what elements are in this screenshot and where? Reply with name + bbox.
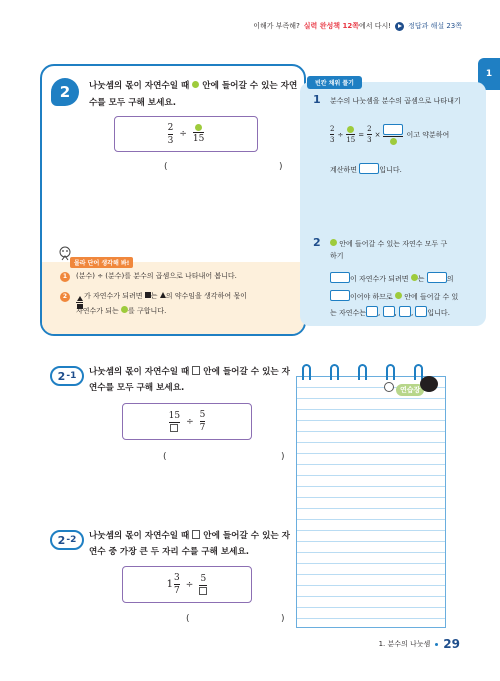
divide-sign: ÷	[179, 129, 187, 139]
green-dot-icon	[395, 292, 402, 299]
answer-paren-close: )	[281, 452, 285, 462]
problem-2-1-answer-area[interactable]	[172, 450, 276, 466]
step-1-tail: 이고 약분하여	[406, 130, 450, 139]
problem-2-2-answer-area[interactable]	[196, 612, 276, 628]
green-dot-icon	[411, 274, 418, 281]
blank-box[interactable]	[330, 272, 350, 283]
answer-paren-close: )	[281, 614, 285, 624]
blank-box[interactable]	[383, 124, 403, 135]
green-dot-icon	[195, 124, 202, 131]
blank-box[interactable]	[383, 306, 395, 317]
chapter-tab[interactable]: 1	[478, 58, 500, 90]
bird-icon	[384, 382, 394, 392]
page-footer	[379, 637, 460, 651]
guide-step-2-line-3: 는 자연수는 , , , 입니다.	[330, 306, 450, 319]
review-prefix: 이해가 부족해?	[253, 22, 300, 30]
guide-tag: 빈칸 채워 풀기	[307, 76, 362, 89]
fraction-15-box: 15	[169, 411, 180, 432]
fraction-dot-15: 15	[193, 124, 204, 144]
guide-step-1-text: 분수의 나눗셈을 분수의 곱셈으로 나타내기	[330, 97, 461, 105]
divide-sign: ÷	[186, 416, 194, 427]
green-dot-icon	[347, 126, 354, 133]
review-reference	[253, 21, 462, 31]
question-text-b: 안에 들어갈 수 있는 자연수를 모두 구해 보세요.	[89, 81, 298, 108]
answer-paren-open: (	[163, 452, 167, 462]
ring-icon	[302, 364, 311, 380]
fraction-5-box: 5	[199, 574, 207, 595]
answer-area[interactable]	[174, 160, 274, 176]
blank-box[interactable]	[399, 306, 411, 317]
ring-icon	[358, 364, 367, 380]
guide-step-1-number: 1	[313, 93, 321, 106]
guide-step-2-number: 2	[313, 236, 321, 249]
answer-paren-open: (	[186, 614, 190, 624]
hint-2-text-c: 의 약수임을 생각하여 몫이	[165, 292, 247, 300]
green-dot-icon	[390, 138, 397, 145]
hint-title: 몰라 단어 생각해 봐!	[70, 257, 133, 268]
blank-box[interactable]	[427, 272, 447, 283]
problem-2-2-question: 나눗셈의 몫이 자연수일 때 안에 들어갈 수 있는 자연수 중 가장 큰 두 자리 수를 구해 보세요.	[89, 531, 290, 557]
problem-2-2-expression	[122, 566, 252, 603]
divide-sign: ÷	[185, 579, 194, 590]
green-dot-icon	[330, 239, 337, 246]
problem-2-question	[89, 78, 301, 112]
owl-icon	[420, 376, 438, 392]
mixed-number-1-3-7: 1 $\frac{3}{7}$	[166, 573, 180, 596]
ring-icon	[386, 364, 395, 380]
guide-step-1-calc: 계산하면 입니다.	[330, 163, 402, 176]
problem-2-1-expression	[122, 403, 252, 440]
hint-2-text-b: 는	[150, 292, 160, 300]
hint-2-text-a: 가 자연수가 되려면	[84, 292, 145, 300]
guide-step-2-text: 안에 들어갈 수 있는 자연수 모두 구 하기	[330, 240, 448, 260]
hint-1	[60, 269, 237, 283]
chapter-title: 1. 분수의 나눗셈	[378, 640, 431, 648]
blank-box[interactable]	[366, 306, 378, 317]
dot-separator	[435, 643, 438, 646]
fraction-2-3: $\frac{2}{3}$	[167, 122, 174, 146]
review-book-ref: 실력 완성책 12쪽	[303, 22, 359, 30]
guide-step-2-line-1: 이 자연수가 되려면 는 의	[330, 272, 454, 285]
practice-notepad[interactable]	[296, 376, 446, 628]
answer-paren-close: )	[279, 162, 283, 172]
notepad-tag: 연습장	[396, 384, 424, 396]
blank-square-icon	[170, 424, 178, 432]
ring-icon	[330, 364, 339, 380]
review-suffix: 에서 다시!	[358, 22, 392, 30]
problem-2-1-badge: 2 -1	[50, 366, 84, 386]
hint-number-2: 2	[60, 292, 70, 302]
guide-step-2-line-2: 이어야 하므로 안에 들어갈 수 있	[330, 290, 458, 303]
notepad-rings	[302, 364, 423, 380]
hint-number-1: 1	[60, 272, 70, 282]
hint-2-text-d: 자연수가 되는	[76, 307, 122, 315]
arrow-right-icon	[395, 22, 404, 31]
question-text-a: 나눗셈의 몫이 자연수일 때	[89, 81, 193, 91]
hint-2-text-e: 를 구합니다.	[128, 307, 167, 315]
hint-2-cont	[76, 304, 166, 318]
problem-number-badge: 2	[51, 78, 79, 106]
problem-2-2-badge: 2 -2	[50, 530, 84, 550]
answer-paren-open: (	[164, 162, 168, 172]
fraction-5-7: $\frac{5}{7}$	[199, 410, 206, 433]
answer-reference: 정답과 해설 23쪽	[408, 22, 462, 30]
page-number: 29	[443, 637, 460, 651]
problem-2-card	[40, 64, 306, 336]
green-dot-icon	[121, 306, 128, 313]
blank-box[interactable]	[330, 290, 350, 301]
guide-step-1-expression: $\frac{2}{3}$ ÷ 15 = $\frac{2}{3}$ × 이고 약분하여	[330, 125, 450, 144]
blank-box[interactable]	[415, 306, 427, 317]
blank-box[interactable]	[359, 163, 379, 174]
problem-2-1-question: 나눗셈의 몫이 자연수일 때 안에 들어갈 수 있는 자연수를 모두 구해 보세요.	[89, 367, 290, 393]
hint-1-text: (분수) ÷ (분수)를 분수의 곱셈으로 나타내어 봅니다.	[76, 272, 237, 280]
problem-2-expression	[114, 116, 258, 152]
blank-square-icon	[199, 587, 207, 595]
